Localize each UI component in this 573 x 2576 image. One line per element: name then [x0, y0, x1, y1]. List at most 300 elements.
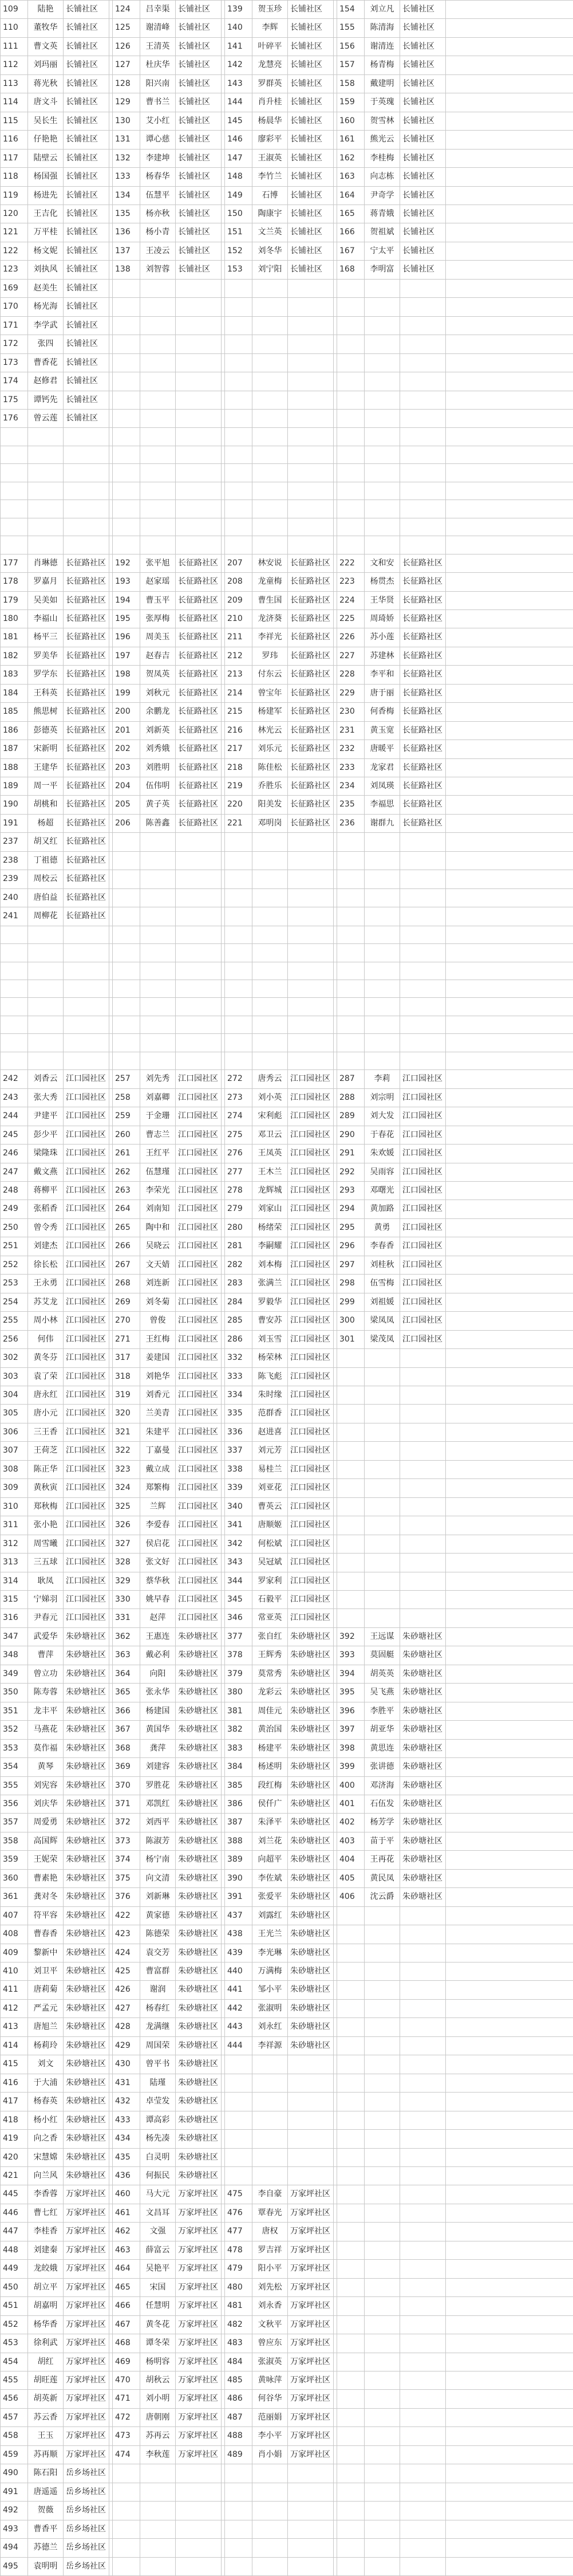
community-cell[interactable]: 江口园社区 — [176, 1145, 222, 1163]
community-cell[interactable] — [400, 2315, 446, 2334]
name-cell[interactable]: 黄冬花 — [140, 2315, 176, 2334]
community-cell[interactable] — [400, 1423, 446, 1441]
name-cell[interactable]: 范群香 — [252, 1405, 288, 1423]
community-cell[interactable]: 朱砂塘社区 — [176, 1776, 222, 1795]
row-number-cell[interactable]: 288 — [337, 1088, 365, 1107]
row-number-cell[interactable] — [225, 833, 252, 851]
name-cell[interactable]: 张爱平 — [252, 1888, 288, 1906]
community-cell[interactable]: 江口园社区 — [176, 1349, 222, 1367]
name-cell[interactable] — [365, 1052, 400, 1069]
name-cell[interactable] — [140, 998, 176, 1016]
community-cell[interactable] — [64, 518, 109, 536]
community-cell[interactable] — [176, 980, 222, 998]
name-cell[interactable] — [28, 428, 64, 446]
community-cell[interactable] — [176, 888, 222, 907]
row-number-cell[interactable]: 153 — [225, 261, 252, 279]
name-cell[interactable]: 袁了荣 — [28, 1367, 64, 1386]
row-number-cell[interactable]: 414 — [1, 2036, 28, 2055]
row-number-cell[interactable] — [113, 944, 140, 962]
community-cell[interactable] — [400, 870, 446, 888]
community-cell[interactable]: 朱砂塘社区 — [176, 1758, 222, 1776]
row-number-cell[interactable]: 196 — [113, 628, 140, 647]
row-number-cell[interactable] — [337, 1944, 365, 1962]
community-cell[interactable]: 江口园社区 — [176, 1088, 222, 1107]
row-number-cell[interactable]: 456 — [1, 2390, 28, 2408]
community-cell[interactable]: 江口园社区 — [288, 1349, 334, 1367]
community-cell[interactable]: 江口园社区 — [176, 1126, 222, 1144]
community-cell[interactable] — [288, 316, 334, 335]
community-cell[interactable]: 长铺社区 — [400, 223, 446, 242]
community-cell[interactable]: 长铺社区 — [288, 1, 334, 19]
community-cell[interactable] — [288, 833, 334, 851]
row-number-cell[interactable] — [337, 335, 365, 353]
row-number-cell[interactable]: 112 — [1, 56, 28, 74]
community-cell[interactable]: 朱砂塘社区 — [176, 1999, 222, 2017]
name-cell[interactable]: 苏再云 — [140, 2427, 176, 2445]
row-number-cell[interactable]: 199 — [113, 684, 140, 702]
community-cell[interactable] — [64, 428, 109, 446]
name-cell[interactable]: 高国辉 — [28, 1832, 64, 1850]
row-number-cell[interactable]: 230 — [337, 703, 365, 721]
community-cell[interactable]: 长铺社区 — [400, 186, 446, 204]
community-cell[interactable]: 长铺社区 — [64, 298, 109, 316]
row-number-cell[interactable]: 464 — [113, 2260, 140, 2278]
name-cell[interactable] — [365, 2260, 400, 2278]
name-cell[interactable] — [252, 500, 288, 518]
row-number-cell[interactable]: 474 — [113, 2445, 140, 2464]
community-cell[interactable] — [176, 335, 222, 353]
name-cell[interactable]: 覃春光 — [252, 2204, 288, 2222]
row-number-cell[interactable]: 388 — [225, 1832, 252, 1850]
row-number-cell[interactable]: 114 — [1, 93, 28, 112]
row-number-cell[interactable]: 256 — [1, 1330, 28, 1348]
row-number-cell[interactable] — [337, 1516, 365, 1535]
community-cell[interactable]: 长征路社区 — [176, 554, 222, 572]
community-cell[interactable] — [288, 464, 334, 482]
name-cell[interactable]: 万平桂 — [28, 223, 64, 242]
name-cell[interactable] — [365, 428, 400, 446]
row-number-cell[interactable]: 275 — [225, 1126, 252, 1144]
community-cell[interactable] — [400, 1609, 446, 1627]
community-cell[interactable]: 长征路社区 — [400, 684, 446, 702]
community-cell[interactable]: 长征路社区 — [176, 609, 222, 628]
row-number-cell[interactable]: 285 — [225, 1312, 252, 1330]
row-number-cell[interactable]: 272 — [225, 1070, 252, 1088]
row-number-cell[interactable]: 470 — [113, 2372, 140, 2390]
row-number-cell[interactable]: 206 — [113, 814, 140, 832]
row-number-cell[interactable]: 323 — [113, 1460, 140, 1478]
name-cell[interactable]: 熊思树 — [28, 703, 64, 721]
name-cell[interactable]: 唐朝刚 — [140, 2408, 176, 2426]
row-number-cell[interactable]: 158 — [337, 74, 365, 93]
community-cell[interactable]: 长征路社区 — [400, 721, 446, 740]
row-number-cell[interactable]: 110 — [1, 19, 28, 37]
row-number-cell[interactable]: 340 — [225, 1497, 252, 1516]
community-cell[interactable]: 朱砂塘社区 — [400, 1814, 446, 1832]
row-number-cell[interactable] — [225, 536, 252, 554]
name-cell[interactable]: 廖彩平 — [252, 131, 288, 149]
name-cell[interactable]: 赵春吉 — [140, 647, 176, 665]
community-cell[interactable]: 长征路社区 — [400, 628, 446, 647]
name-cell[interactable] — [140, 833, 176, 851]
row-number-cell[interactable] — [225, 316, 252, 335]
name-cell[interactable]: 刘建杰 — [28, 1237, 64, 1256]
name-cell[interactable]: 周校云 — [28, 870, 64, 888]
community-cell[interactable]: 长征路社区 — [64, 666, 109, 684]
name-cell[interactable]: 李胜平 — [365, 1702, 400, 1720]
row-number-cell[interactable]: 217 — [225, 740, 252, 758]
row-number-cell[interactable]: 254 — [1, 1293, 28, 1311]
name-cell[interactable]: 杨春英 — [28, 2093, 64, 2111]
community-cell[interactable] — [176, 536, 222, 554]
community-cell[interactable]: 长征路社区 — [176, 777, 222, 796]
name-cell[interactable]: 刘新琳 — [140, 1888, 176, 1906]
community-cell[interactable]: 万家坪社区 — [64, 2445, 109, 2464]
community-cell[interactable]: 江口园社区 — [176, 1330, 222, 1348]
row-number-cell[interactable]: 427 — [113, 1999, 140, 2017]
name-cell[interactable] — [365, 1590, 400, 1608]
row-number-cell[interactable]: 163 — [337, 168, 365, 186]
name-cell[interactable] — [252, 1034, 288, 1052]
row-number-cell[interactable]: 369 — [113, 1758, 140, 1776]
row-number-cell[interactable] — [1, 962, 28, 980]
name-cell[interactable]: 陈善鑫 — [140, 814, 176, 832]
community-cell[interactable] — [400, 536, 446, 554]
name-cell[interactable] — [365, 1405, 400, 1423]
community-cell[interactable]: 江口园社区 — [64, 1330, 109, 1348]
name-cell[interactable] — [28, 998, 64, 1016]
name-cell[interactable]: 宋利彪 — [252, 1107, 288, 1126]
name-cell[interactable] — [365, 372, 400, 391]
community-cell[interactable]: 长铺社区 — [288, 168, 334, 186]
community-cell[interactable]: 江口园社区 — [64, 1460, 109, 1478]
row-number-cell[interactable]: 198 — [113, 666, 140, 684]
name-cell[interactable]: 李明富 — [365, 261, 400, 279]
community-cell[interactable]: 长征路社区 — [400, 573, 446, 591]
name-cell[interactable]: 罗学东 — [28, 666, 64, 684]
community-cell[interactable]: 江口园社区 — [288, 1479, 334, 1497]
community-cell[interactable]: 长铺社区 — [64, 391, 109, 409]
name-cell[interactable] — [252, 2111, 288, 2129]
row-number-cell[interactable]: 425 — [113, 1963, 140, 1981]
community-cell[interactable]: 长铺社区 — [176, 56, 222, 74]
row-number-cell[interactable] — [225, 907, 252, 926]
row-number-cell[interactable]: 398 — [337, 1739, 365, 1757]
row-number-cell[interactable] — [225, 372, 252, 391]
community-cell[interactable]: 朱砂塘社区 — [64, 2130, 109, 2148]
community-cell[interactable]: 岳乡场社区 — [64, 2520, 109, 2538]
row-number-cell[interactable] — [225, 298, 252, 316]
name-cell[interactable]: 董牧华 — [28, 19, 64, 37]
community-cell[interactable] — [288, 482, 334, 500]
community-cell[interactable]: 朱砂塘社区 — [288, 1832, 334, 1850]
name-cell[interactable]: 陈石阳 — [28, 2464, 64, 2483]
community-cell[interactable]: 万家坪社区 — [176, 2260, 222, 2278]
row-number-cell[interactable]: 395 — [337, 1684, 365, 1702]
row-number-cell[interactable]: 184 — [1, 684, 28, 702]
row-number-cell[interactable]: 453 — [1, 2334, 28, 2353]
name-cell[interactable] — [365, 1981, 400, 1999]
row-number-cell[interactable] — [337, 2148, 365, 2166]
row-number-cell[interactable]: 319 — [113, 1386, 140, 1404]
community-cell[interactable]: 长铺社区 — [64, 335, 109, 353]
name-cell[interactable]: 肖琳德 — [28, 554, 64, 572]
community-cell[interactable] — [176, 998, 222, 1016]
row-number-cell[interactable]: 440 — [225, 1963, 252, 1981]
community-cell[interactable]: 江口园社区 — [400, 1312, 446, 1330]
community-cell[interactable]: 朱砂塘社区 — [64, 2167, 109, 2185]
name-cell[interactable]: 罗胜花 — [140, 1776, 176, 1795]
community-cell[interactable]: 朱砂塘社区 — [176, 2093, 222, 2111]
row-number-cell[interactable]: 491 — [1, 2483, 28, 2501]
community-cell[interactable]: 长铺社区 — [176, 223, 222, 242]
community-cell[interactable]: 朱砂塘社区 — [176, 1832, 222, 1850]
community-cell[interactable]: 朱砂塘社区 — [288, 1963, 334, 1981]
name-cell[interactable] — [365, 2390, 400, 2408]
name-cell[interactable]: 谢润 — [140, 1981, 176, 1999]
name-cell[interactable] — [365, 335, 400, 353]
row-number-cell[interactable] — [337, 2408, 365, 2426]
name-cell[interactable]: 刘庆华 — [28, 1795, 64, 1813]
community-cell[interactable] — [288, 2167, 334, 2185]
name-cell[interactable]: 向文清 — [140, 1869, 176, 1887]
row-number-cell[interactable]: 273 — [225, 1088, 252, 1107]
name-cell[interactable]: 李竹兰 — [252, 168, 288, 186]
name-cell[interactable]: 刘宁阳 — [252, 261, 288, 279]
row-number-cell[interactable]: 334 — [225, 1386, 252, 1404]
community-cell[interactable] — [288, 1034, 334, 1052]
community-cell[interactable] — [400, 2278, 446, 2296]
row-number-cell[interactable]: 171 — [1, 316, 28, 335]
name-cell[interactable]: 周柳花 — [28, 907, 64, 926]
row-number-cell[interactable]: 314 — [1, 1572, 28, 1590]
community-cell[interactable] — [64, 1016, 109, 1033]
community-cell[interactable]: 朱砂塘社区 — [288, 1646, 334, 1665]
community-cell[interactable]: 江口园社区 — [176, 1609, 222, 1627]
row-number-cell[interactable]: 297 — [337, 1256, 365, 1274]
name-cell[interactable] — [140, 2464, 176, 2483]
row-number-cell[interactable] — [225, 944, 252, 962]
row-number-cell[interactable] — [225, 391, 252, 409]
name-cell[interactable]: 文兰英 — [252, 223, 288, 242]
name-cell[interactable]: 黄咏萍 — [252, 2372, 288, 2390]
row-number-cell[interactable] — [113, 1052, 140, 1069]
name-cell[interactable]: 张永华 — [140, 1684, 176, 1702]
row-number-cell[interactable]: 249 — [1, 1200, 28, 1218]
name-cell[interactable] — [365, 962, 400, 980]
community-cell[interactable]: 长铺社区 — [400, 37, 446, 56]
name-cell[interactable] — [365, 2093, 400, 2111]
community-cell[interactable]: 朱砂塘社区 — [288, 1665, 334, 1683]
row-number-cell[interactable]: 389 — [225, 1851, 252, 1869]
row-number-cell[interactable]: 147 — [225, 149, 252, 167]
community-cell[interactable]: 江口园社区 — [176, 1535, 222, 1553]
name-cell[interactable]: 杨小红 — [28, 2111, 64, 2129]
name-cell[interactable]: 胡秋云 — [140, 2372, 176, 2390]
row-number-cell[interactable]: 379 — [225, 1665, 252, 1683]
community-cell[interactable] — [176, 1016, 222, 1033]
community-cell[interactable]: 长铺社区 — [176, 261, 222, 279]
community-cell[interactable]: 万家坪社区 — [64, 2372, 109, 2390]
name-cell[interactable]: 邓凯红 — [140, 1795, 176, 1813]
row-number-cell[interactable] — [113, 536, 140, 554]
name-cell[interactable] — [140, 2520, 176, 2538]
row-number-cell[interactable]: 481 — [225, 2297, 252, 2315]
name-cell[interactable]: 曾俊 — [140, 1312, 176, 1330]
community-cell[interactable]: 江口园社区 — [176, 1367, 222, 1386]
row-number-cell[interactable]: 477 — [225, 2223, 252, 2241]
community-cell[interactable]: 长征路社区 — [288, 666, 334, 684]
row-number-cell[interactable]: 487 — [225, 2408, 252, 2426]
community-cell[interactable] — [400, 2445, 446, 2464]
name-cell[interactable]: 李祥光 — [252, 628, 288, 647]
name-cell[interactable] — [140, 870, 176, 888]
name-cell[interactable]: 朱泽平 — [252, 1814, 288, 1832]
name-cell[interactable] — [365, 2130, 400, 2148]
name-cell[interactable] — [28, 482, 64, 500]
row-number-cell[interactable] — [337, 316, 365, 335]
name-cell[interactable] — [365, 464, 400, 482]
community-cell[interactable]: 长征路社区 — [288, 591, 334, 609]
community-cell[interactable]: 长铺社区 — [64, 112, 109, 130]
row-number-cell[interactable]: 344 — [225, 1572, 252, 1590]
community-cell[interactable] — [400, 2297, 446, 2315]
community-cell[interactable] — [288, 962, 334, 980]
row-number-cell[interactable] — [337, 536, 365, 554]
community-cell[interactable]: 长征路社区 — [288, 703, 334, 721]
row-number-cell[interactable]: 160 — [337, 112, 365, 130]
row-number-cell[interactable]: 422 — [113, 1906, 140, 1925]
name-cell[interactable]: 王辉秀 — [252, 1646, 288, 1665]
name-cell[interactable] — [365, 1516, 400, 1535]
name-cell[interactable]: 曹香平 — [28, 2520, 64, 2538]
row-number-cell[interactable] — [337, 962, 365, 980]
name-cell[interactable]: 谢清连 — [365, 37, 400, 56]
community-cell[interactable] — [400, 2167, 446, 2185]
row-number-cell[interactable]: 462 — [113, 2223, 140, 2241]
community-cell[interactable]: 长铺社区 — [64, 409, 109, 427]
community-cell[interactable] — [400, 1963, 446, 1981]
name-cell[interactable]: 胡嘉明 — [28, 2297, 64, 2315]
name-cell[interactable] — [28, 980, 64, 998]
row-number-cell[interactable]: 152 — [225, 242, 252, 260]
name-cell[interactable]: 刘小明 — [140, 2390, 176, 2408]
name-cell[interactable] — [365, 1572, 400, 1590]
name-cell[interactable] — [365, 888, 400, 907]
community-cell[interactable] — [400, 2427, 446, 2445]
name-cell[interactable]: 杨晨华 — [252, 112, 288, 130]
community-cell[interactable]: 朱砂塘社区 — [64, 1888, 109, 1906]
name-cell[interactable]: 文秋平 — [252, 2315, 288, 2334]
community-cell[interactable]: 万家坪社区 — [176, 2241, 222, 2259]
row-number-cell[interactable] — [225, 2130, 252, 2148]
row-number-cell[interactable] — [113, 298, 140, 316]
community-cell[interactable]: 江口园社区 — [400, 1145, 446, 1163]
community-cell[interactable]: 朱砂塘社区 — [400, 1646, 446, 1665]
name-cell[interactable]: 胡立平 — [28, 2278, 64, 2296]
row-number-cell[interactable]: 124 — [113, 1, 140, 19]
community-cell[interactable]: 长征路社区 — [64, 573, 109, 591]
name-cell[interactable] — [140, 2483, 176, 2501]
name-cell[interactable]: 张文好 — [140, 1554, 176, 1572]
row-number-cell[interactable]: 257 — [113, 1070, 140, 1088]
row-number-cell[interactable]: 287 — [337, 1070, 365, 1088]
name-cell[interactable]: 黄民凤 — [365, 1869, 400, 1887]
community-cell[interactable]: 长征路社区 — [176, 684, 222, 702]
name-cell[interactable]: 杨绪荣 — [252, 1218, 288, 1237]
community-cell[interactable]: 江口园社区 — [400, 1256, 446, 1274]
community-cell[interactable]: 长征路社区 — [288, 740, 334, 758]
row-number-cell[interactable]: 154 — [337, 1, 365, 19]
name-cell[interactable]: 任慧明 — [140, 2297, 176, 2315]
community-cell[interactable]: 江口园社区 — [64, 1442, 109, 1460]
row-number-cell[interactable]: 179 — [1, 591, 28, 609]
name-cell[interactable] — [252, 391, 288, 409]
community-cell[interactable]: 长铺社区 — [64, 186, 109, 204]
community-cell[interactable]: 长征路社区 — [64, 777, 109, 796]
name-cell[interactable]: 曹萍 — [28, 1646, 64, 1665]
row-number-cell[interactable] — [337, 1554, 365, 1572]
row-number-cell[interactable]: 467 — [113, 2315, 140, 2334]
row-number-cell[interactable]: 299 — [337, 1293, 365, 1311]
community-cell[interactable]: 长铺社区 — [176, 131, 222, 149]
row-number-cell[interactable]: 447 — [1, 2223, 28, 2241]
community-cell[interactable]: 长铺社区 — [64, 1, 109, 19]
community-cell[interactable] — [288, 1052, 334, 1069]
community-cell[interactable] — [176, 907, 222, 926]
community-cell[interactable]: 朱砂塘社区 — [400, 1869, 446, 1887]
name-cell[interactable]: 陈寿蓉 — [28, 1684, 64, 1702]
name-cell[interactable]: 彭德英 — [28, 721, 64, 740]
name-cell[interactable] — [365, 279, 400, 297]
name-cell[interactable] — [252, 446, 288, 463]
name-cell[interactable]: 符平容 — [28, 1906, 64, 1925]
row-number-cell[interactable]: 242 — [1, 1070, 28, 1088]
name-cell[interactable]: 刘艳华 — [140, 1367, 176, 1386]
community-cell[interactable] — [400, 833, 446, 851]
row-number-cell[interactable]: 316 — [1, 1609, 28, 1627]
row-number-cell[interactable]: 471 — [113, 2390, 140, 2408]
row-number-cell[interactable] — [337, 1999, 365, 2017]
community-cell[interactable]: 长征路社区 — [176, 628, 222, 647]
name-cell[interactable]: 刘冬菊 — [140, 1293, 176, 1311]
name-cell[interactable]: 邓曙光 — [365, 1182, 400, 1200]
name-cell[interactable] — [140, 446, 176, 463]
community-cell[interactable]: 江口园社区 — [288, 1572, 334, 1590]
name-cell[interactable]: 王玉 — [28, 2427, 64, 2445]
name-cell[interactable] — [252, 962, 288, 980]
community-cell[interactable]: 江口园社区 — [64, 1535, 109, 1553]
community-cell[interactable]: 朱砂塘社区 — [176, 2036, 222, 2055]
community-cell[interactable]: 江口园社区 — [176, 1516, 222, 1535]
row-number-cell[interactable]: 466 — [113, 2297, 140, 2315]
community-cell[interactable]: 朱砂塘社区 — [176, 1869, 222, 1887]
community-cell[interactable]: 长铺社区 — [288, 223, 334, 242]
row-number-cell[interactable] — [337, 888, 365, 907]
row-number-cell[interactable] — [1, 944, 28, 962]
row-number-cell[interactable]: 229 — [337, 684, 365, 702]
name-cell[interactable]: 向超平 — [252, 1851, 288, 1869]
name-cell[interactable]: 刘胜明 — [140, 758, 176, 777]
row-number-cell[interactable] — [337, 2074, 365, 2092]
community-cell[interactable]: 朱砂塘社区 — [176, 1721, 222, 1739]
row-number-cell[interactable]: 125 — [113, 19, 140, 37]
row-number-cell[interactable]: 364 — [113, 1665, 140, 1683]
community-cell[interactable]: 长征路社区 — [288, 628, 334, 647]
name-cell[interactable]: 周一平 — [28, 777, 64, 796]
name-cell[interactable]: 王惠连 — [140, 1627, 176, 1646]
name-cell[interactable]: 袁明明 — [28, 2557, 64, 2575]
